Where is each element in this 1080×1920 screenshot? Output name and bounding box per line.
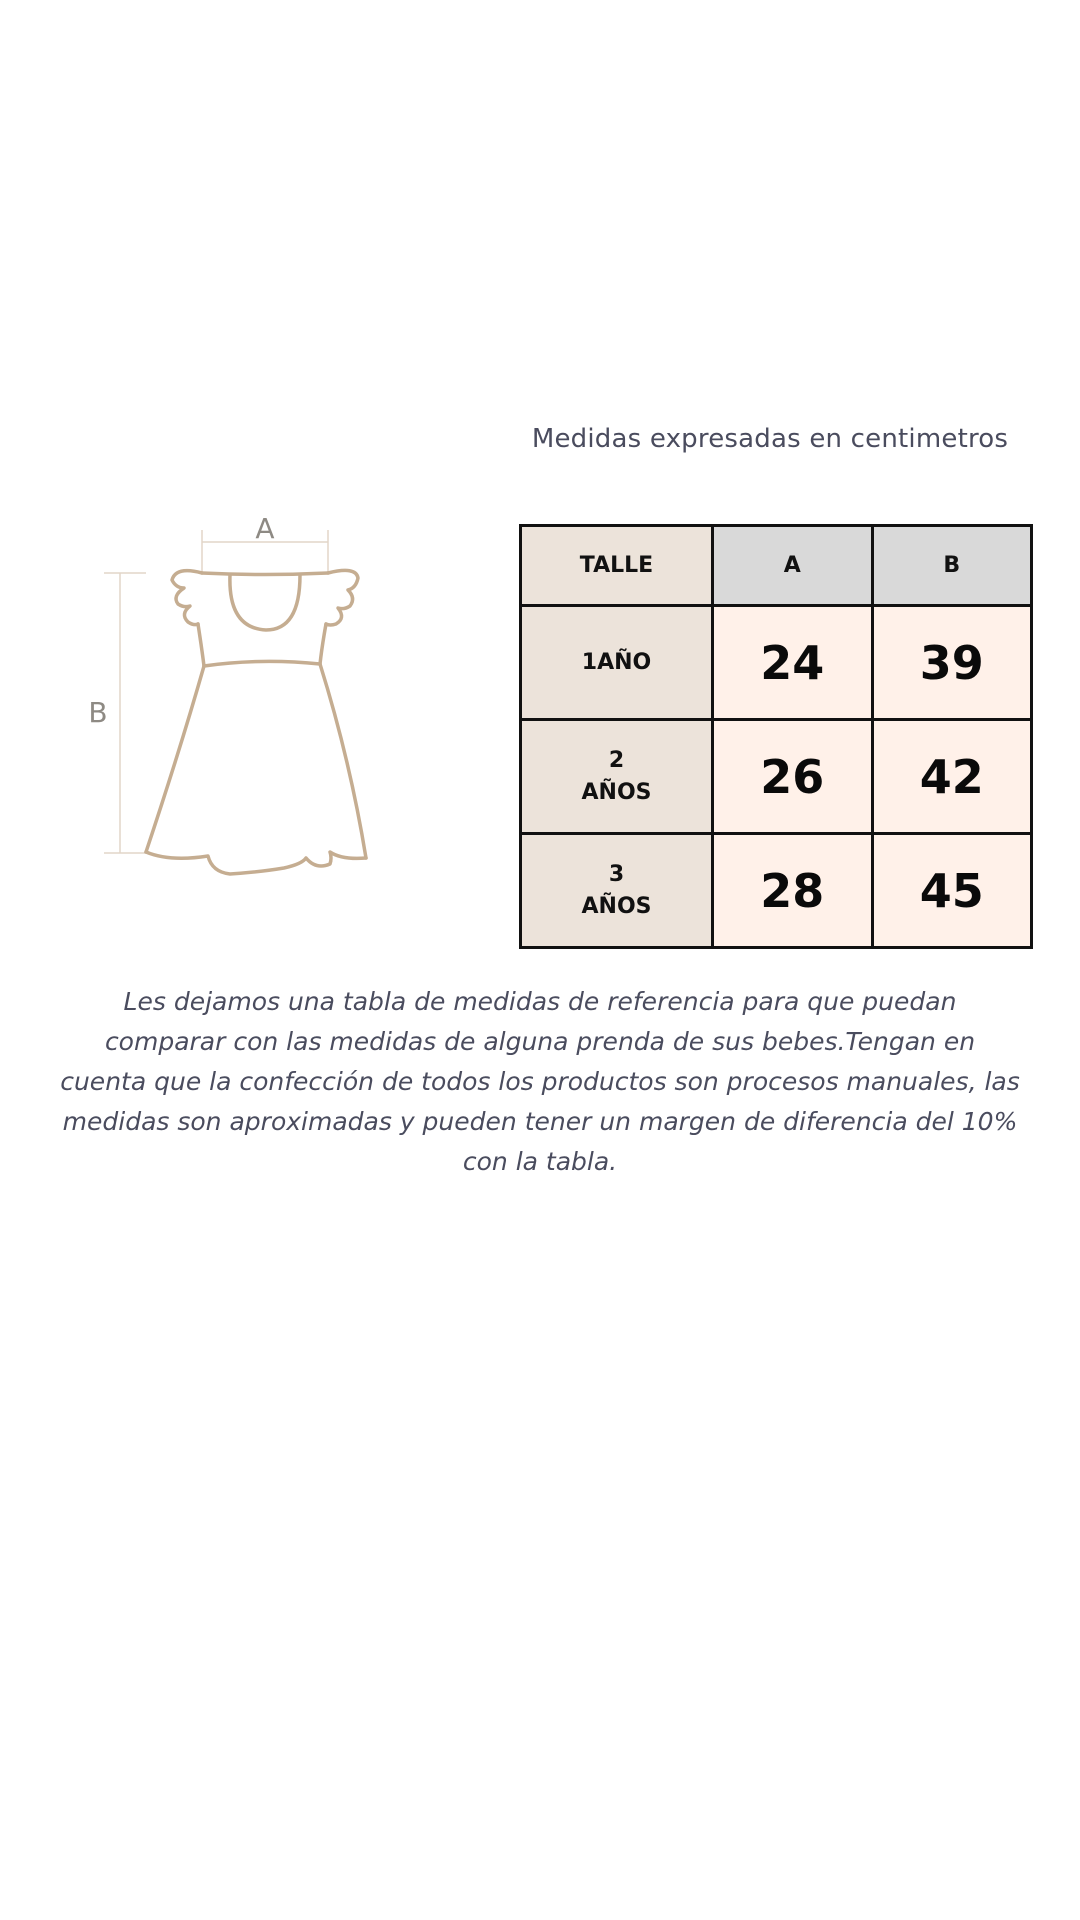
b-value: 39	[874, 607, 1031, 718]
a-cell	[713, 834, 873, 948]
talle-cell	[521, 720, 713, 834]
table-row	[521, 606, 1032, 720]
b-cell	[872, 606, 1032, 720]
a-value: 28	[714, 835, 871, 946]
table-header-row	[521, 526, 1032, 606]
size-chart-table	[519, 524, 1033, 949]
a-cell	[713, 720, 873, 834]
dress-diagram	[80, 500, 380, 890]
header-a: A	[713, 526, 873, 606]
talle-label-number: 3	[608, 861, 625, 887]
measure-a-label: A	[255, 512, 275, 545]
talle-cell	[521, 606, 713, 720]
table-row	[521, 834, 1032, 948]
b-cell	[872, 834, 1032, 948]
talle-cell	[521, 834, 713, 948]
disclaimer-paragraph: Les dejamos una tabla de medidas de referencia para que puedan comparar con las medidas de alguna prenda de sus bebes.Tengan en cuenta que la confección de todos los productos son procesos manuales, las medidas son aproximadas y pueden tener un margen de diferencia del 10% con la tabla.	[60, 987, 1020, 1176]
dress-outline	[146, 570, 366, 874]
talle-label-unit: AÑOS	[581, 893, 652, 919]
a-value: 24	[714, 607, 871, 718]
header-b: B	[872, 526, 1032, 606]
a-cell	[713, 606, 873, 720]
table-row	[521, 720, 1032, 834]
talle-label: 1AÑO	[581, 649, 652, 675]
b-value: 42	[874, 721, 1031, 832]
b-cell	[872, 720, 1032, 834]
talle-label-number: 2	[608, 747, 625, 773]
talle-label-unit: AÑOS	[581, 779, 652, 805]
measurement-subtitle: Medidas expresadas en centimetros	[531, 424, 1009, 454]
a-value: 26	[714, 721, 871, 832]
header-talle: TALLE	[521, 526, 713, 606]
measure-b-label: B	[88, 696, 108, 729]
b-value: 45	[874, 835, 1031, 946]
